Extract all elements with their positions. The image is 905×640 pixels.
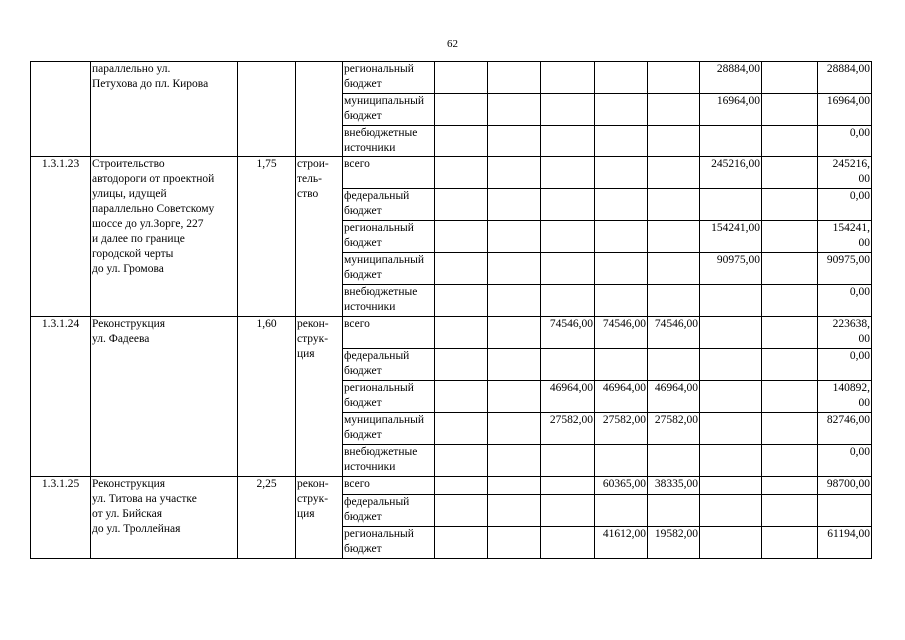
year-amount-y2 xyxy=(488,253,541,285)
year-amount-y6 xyxy=(700,477,762,495)
year-amount-y3 xyxy=(541,62,595,94)
year-amount-y7 xyxy=(762,221,818,253)
year-amount-y5: 38335,00 xyxy=(648,477,700,495)
year-amount-y4 xyxy=(595,349,648,381)
year-amount-y7 xyxy=(762,413,818,445)
year-amount-y7 xyxy=(762,381,818,413)
year-amount-y2 xyxy=(488,221,541,253)
year-amount-y3 xyxy=(541,157,595,189)
year-amount-y5: 46964,00 xyxy=(648,381,700,413)
year-amount-y5 xyxy=(648,445,700,477)
item-work-type: рекон- струк- ция xyxy=(296,317,343,477)
year-amount-y1 xyxy=(435,253,488,285)
year-amount-y7 xyxy=(762,157,818,189)
year-amount-y4: 74546,00 xyxy=(595,317,648,349)
year-amount-y1 xyxy=(435,285,488,317)
year-amount-y3 xyxy=(541,126,595,157)
year-amount-y2 xyxy=(488,445,541,477)
year-amount-y5 xyxy=(648,126,700,157)
year-amount-y5 xyxy=(648,495,700,527)
funding-source: региональный бюджет xyxy=(343,381,435,413)
funding-source: муниципальный бюджет xyxy=(343,413,435,445)
funding-source: федеральный бюджет xyxy=(343,495,435,527)
year-amount-y5 xyxy=(648,285,700,317)
total-amount: 0,00 xyxy=(818,349,872,381)
year-amount-y2 xyxy=(488,413,541,445)
total-amount: 245216, 00 xyxy=(818,157,872,189)
year-amount-y5 xyxy=(648,94,700,126)
table-row xyxy=(31,477,872,495)
item-work-type: рекон- струк- ция xyxy=(296,477,343,559)
year-amount-y7 xyxy=(762,477,818,495)
year-amount-y5 xyxy=(648,62,700,94)
year-amount-y7 xyxy=(762,445,818,477)
year-amount-y6 xyxy=(700,285,762,317)
year-amount-y5 xyxy=(648,349,700,381)
year-amount-y1 xyxy=(435,94,488,126)
item-name: Реконструкция ул. Фадеева xyxy=(91,317,238,477)
year-amount-y4 xyxy=(595,445,648,477)
table-row xyxy=(31,157,872,189)
year-amount-y1 xyxy=(435,445,488,477)
year-amount-y3 xyxy=(541,477,595,495)
year-amount-y3 xyxy=(541,445,595,477)
year-amount-y1 xyxy=(435,62,488,94)
total-amount: 16964,00 xyxy=(818,94,872,126)
item-length: 2,25 xyxy=(238,477,296,559)
year-amount-y3 xyxy=(541,285,595,317)
year-amount-y6: 28884,00 xyxy=(700,62,762,94)
year-amount-y1 xyxy=(435,221,488,253)
total-amount: 223638, 00 xyxy=(818,317,872,349)
funding-source: муниципальный бюджет xyxy=(343,253,435,285)
year-amount-y3: 27582,00 xyxy=(541,413,595,445)
year-amount-y2 xyxy=(488,349,541,381)
funding-source: федеральный бюджет xyxy=(343,349,435,381)
year-amount-y1 xyxy=(435,527,488,559)
year-amount-y7 xyxy=(762,189,818,221)
total-amount: 140892, 00 xyxy=(818,381,872,413)
year-amount-y4 xyxy=(595,126,648,157)
funding-source: муниципальный бюджет xyxy=(343,94,435,126)
year-amount-y6: 16964,00 xyxy=(700,94,762,126)
item-work-type xyxy=(296,62,343,157)
item-name: Строительство автодороги от проектной улицы, идущей параллельно Советскому шоссе до ул.Зорге, 227 и далее по границе городской черты до ул. Громова xyxy=(91,157,238,317)
total-amount xyxy=(818,495,872,527)
year-amount-y1 xyxy=(435,381,488,413)
year-amount-y6 xyxy=(700,189,762,221)
year-amount-y7 xyxy=(762,62,818,94)
year-amount-y5 xyxy=(648,157,700,189)
year-amount-y3 xyxy=(541,94,595,126)
year-amount-y4 xyxy=(595,62,648,94)
total-amount: 90975,00 xyxy=(818,253,872,285)
year-amount-y1 xyxy=(435,495,488,527)
year-amount-y1 xyxy=(435,317,488,349)
item-work-type: строи- тель- ство xyxy=(296,157,343,317)
year-amount-y6 xyxy=(700,381,762,413)
item-length: 1,75 xyxy=(238,157,296,317)
year-amount-y5 xyxy=(648,221,700,253)
year-amount-y4 xyxy=(595,189,648,221)
year-amount-y3 xyxy=(541,349,595,381)
funding-source: федеральный бюджет xyxy=(343,189,435,221)
budget-table xyxy=(30,61,872,559)
item-code: 1.3.1.24 xyxy=(31,317,91,477)
year-amount-y3 xyxy=(541,495,595,527)
total-amount: 28884,00 xyxy=(818,62,872,94)
year-amount-y4 xyxy=(595,495,648,527)
year-amount-y4: 41612,00 xyxy=(595,527,648,559)
funding-source: внебюджетные источники xyxy=(343,285,435,317)
year-amount-y6: 90975,00 xyxy=(700,253,762,285)
total-amount: 0,00 xyxy=(818,126,872,157)
year-amount-y7 xyxy=(762,317,818,349)
year-amount-y3: 46964,00 xyxy=(541,381,595,413)
year-amount-y1 xyxy=(435,349,488,381)
year-amount-y2 xyxy=(488,317,541,349)
year-amount-y6 xyxy=(700,495,762,527)
funding-source: всего xyxy=(343,157,435,189)
total-amount: 0,00 xyxy=(818,189,872,221)
item-code xyxy=(31,62,91,157)
year-amount-y1 xyxy=(435,413,488,445)
year-amount-y6 xyxy=(700,126,762,157)
total-amount: 0,00 xyxy=(818,285,872,317)
year-amount-y5 xyxy=(648,253,700,285)
item-length: 1,60 xyxy=(238,317,296,477)
year-amount-y2 xyxy=(488,285,541,317)
year-amount-y4 xyxy=(595,221,648,253)
year-amount-y2 xyxy=(488,94,541,126)
year-amount-y4: 60365,00 xyxy=(595,477,648,495)
total-amount: 154241, 00 xyxy=(818,221,872,253)
year-amount-y7 xyxy=(762,495,818,527)
total-amount: 61194,00 xyxy=(818,527,872,559)
year-amount-y2 xyxy=(488,62,541,94)
year-amount-y3 xyxy=(541,527,595,559)
year-amount-y4 xyxy=(595,253,648,285)
item-length xyxy=(238,62,296,157)
funding-source: всего xyxy=(343,477,435,495)
year-amount-y2 xyxy=(488,126,541,157)
year-amount-y4 xyxy=(595,285,648,317)
year-amount-y2 xyxy=(488,157,541,189)
year-amount-y6: 154241,00 xyxy=(700,221,762,253)
year-amount-y4 xyxy=(595,157,648,189)
year-amount-y2 xyxy=(488,495,541,527)
year-amount-y5: 74546,00 xyxy=(648,317,700,349)
year-amount-y2 xyxy=(488,477,541,495)
year-amount-y6 xyxy=(700,413,762,445)
total-amount: 82746,00 xyxy=(818,413,872,445)
year-amount-y7 xyxy=(762,94,818,126)
year-amount-y5 xyxy=(648,189,700,221)
table-row xyxy=(31,317,872,349)
year-amount-y1 xyxy=(435,126,488,157)
year-amount-y4 xyxy=(595,94,648,126)
funding-source: всего xyxy=(343,317,435,349)
year-amount-y7 xyxy=(762,285,818,317)
item-code: 1.3.1.23 xyxy=(31,157,91,317)
total-amount: 0,00 xyxy=(818,445,872,477)
year-amount-y3 xyxy=(541,253,595,285)
year-amount-y6 xyxy=(700,349,762,381)
funding-source: внебюджетные источники xyxy=(343,445,435,477)
year-amount-y6: 245216,00 xyxy=(700,157,762,189)
year-amount-y5: 19582,00 xyxy=(648,527,700,559)
funding-source: региональный бюджет xyxy=(343,527,435,559)
year-amount-y2 xyxy=(488,189,541,221)
item-name: параллельно ул. Петухова до пл. Кирова xyxy=(91,62,238,157)
year-amount-y1 xyxy=(435,477,488,495)
total-amount: 98700,00 xyxy=(818,477,872,495)
year-amount-y4: 46964,00 xyxy=(595,381,648,413)
year-amount-y3 xyxy=(541,189,595,221)
year-amount-y7 xyxy=(762,253,818,285)
year-amount-y2 xyxy=(488,527,541,559)
year-amount-y3 xyxy=(541,221,595,253)
funding-source: внебюджетные источники xyxy=(343,126,435,157)
funding-source: региональный бюджет xyxy=(343,62,435,94)
year-amount-y6 xyxy=(700,317,762,349)
page-number: 62 xyxy=(447,38,458,50)
table-row xyxy=(31,62,872,94)
year-amount-y3: 74546,00 xyxy=(541,317,595,349)
year-amount-y2 xyxy=(488,381,541,413)
year-amount-y5: 27582,00 xyxy=(648,413,700,445)
year-amount-y6 xyxy=(700,445,762,477)
item-name: Реконструкция ул. Титова на участке от ул. Бийская до ул. Троллейная xyxy=(91,477,238,559)
funding-source: региональный бюджет xyxy=(343,221,435,253)
year-amount-y6 xyxy=(700,527,762,559)
year-amount-y1 xyxy=(435,189,488,221)
year-amount-y4: 27582,00 xyxy=(595,413,648,445)
year-amount-y7 xyxy=(762,527,818,559)
item-code: 1.3.1.25 xyxy=(31,477,91,559)
year-amount-y1 xyxy=(435,157,488,189)
year-amount-y7 xyxy=(762,126,818,157)
year-amount-y7 xyxy=(762,349,818,381)
